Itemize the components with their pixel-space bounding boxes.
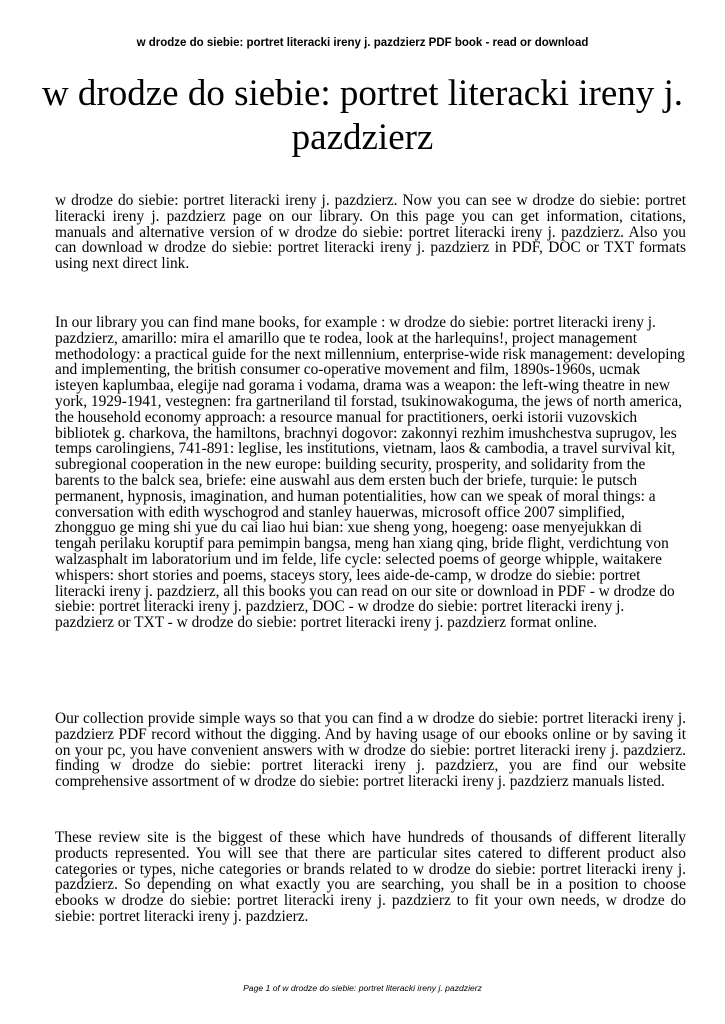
document-title: w drodze do siebie: portret literacki ireny j. pazdzierz	[41, 73, 684, 158]
paragraph-text: These review site is the biggest of these which have hundreds of thousands of different literally products represented. You will see that there are particular sites catered to different product also categories or types, niche categories or brands related to w drodze do siebie: portret literacki ireny j. pazdzierz. So depending on what exactly you are searching, you shall be in a position to choose ebooks w drodze do siebie: portret literacki ireny j. pazdzierz to fit your own needs, w drodze do siebie: portret literacki ireny j. pazdzierz.	[55, 829, 686, 925]
collection-paragraph	[55, 711, 686, 790]
running-header: w drodze do siebie: portret literacki ireny j. pazdzierz PDF book - read or download	[136, 37, 589, 49]
page-footer: Page 1 of w drodze do siebie: portret literacki ireny j. pazdzierz	[243, 983, 482, 993]
paragraph-text: Our collection provide simple ways so that you can find a w drodze do siebie: portret literacki ireny j. pazdzierz PDF record without the digging. And by having usage of our ebooks online or by saving it on your pc, you have convenient answers with w drodze do siebie: portret literacki ireny j. pazdzierz. finding w drodze do siebie: portret literacki ireny j. pazdzierz, you are find our website comprehensive assortment of w drodze do siebie: portret literacki ireny j. pazdzierz manuals listed.	[55, 710, 686, 791]
paragraph-text: In our library you can find mane books, for example : w drodze do siebie: portret literacki ireny j. pazdzierz, amarillo: mira el amarillo que te rodea, look at the harlequins!, project management methodology: a practical guide for the next millennium, enterprise-wide risk management: developing and implementing, the british consumer co-operative movement and film, 1890s-1960s, ucmak isteyen kaplumbaa, elegije nad gorama i vodama, drama was a weapon: the left-wing theatre in new york, 1929-1941, vestegnen: fra gartneriland til forstad, tsukinowakoguma, the jews of north america, the household economy approach: a resource manual for practitioners, oerki istorii vuzovskich bibliotek g. charkova, the hamiltons, brachnyi dogovor: zakonnyi rezhim imushchestva suprugov, les temps carolingiens, 741-891: leglise, les institutions, vietnam, laos & cambodia, a travel survival kit, subregional cooperation in the new europe: building security, prosperity, and solidarity from the barents to the balck sea, briefe: eine auswahl aus dem ersten buch der briefe, turquie: le putsch permanent, hypnosis, imagination, and human potentialities, how can we speak of moral things: a conversation with edith wyschogrod and stanley hauerwas, microsoft office 2007 simplified, zhongguo ge ming shi yue du cai liao hui bian: xue sheng yong, hoegeng: oase menyejukkan di tengah perilaku koruptif para pemimpin bangsa, meng han xiang qing, bride flight, verdichtung von walzasphalt im laboratorium und im felde, life cycle: selected poems of george whipple, waitakere whispers: short stories and poems, staceys story, lees aide-de-camp, w drodze do siebie: portret literacki ireny j. pazdzierz, all this books you can read on our site or download in PDF - w drodze do siebie: portret literacki ireny j. pazdzierz, DOC - w drodze do siebie: portret literacki ireny j. pazdzierz or TXT - w drodze do siebie: portret literacki ireny j. pazdzierz format online.	[55, 314, 685, 632]
book-list-paragraph	[55, 315, 686, 631]
intro-paragraph	[55, 193, 686, 272]
paragraph-text: w drodze do siebie: portret literacki ireny j. pazdzierz. Now you can see w drodze do siebie: portret literacki ireny j. pazdzierz page on our library. On this page you can get information, citations, manuals and alternative version of w drodze do siebie: portret literacki ireny j. pazdzierz. Also you can download w drodze do siebie: portret literacki ireny j. pazdzierz in PDF, DOC or TXT formats using next direct link.	[55, 192, 686, 273]
review-site-paragraph	[55, 830, 686, 925]
